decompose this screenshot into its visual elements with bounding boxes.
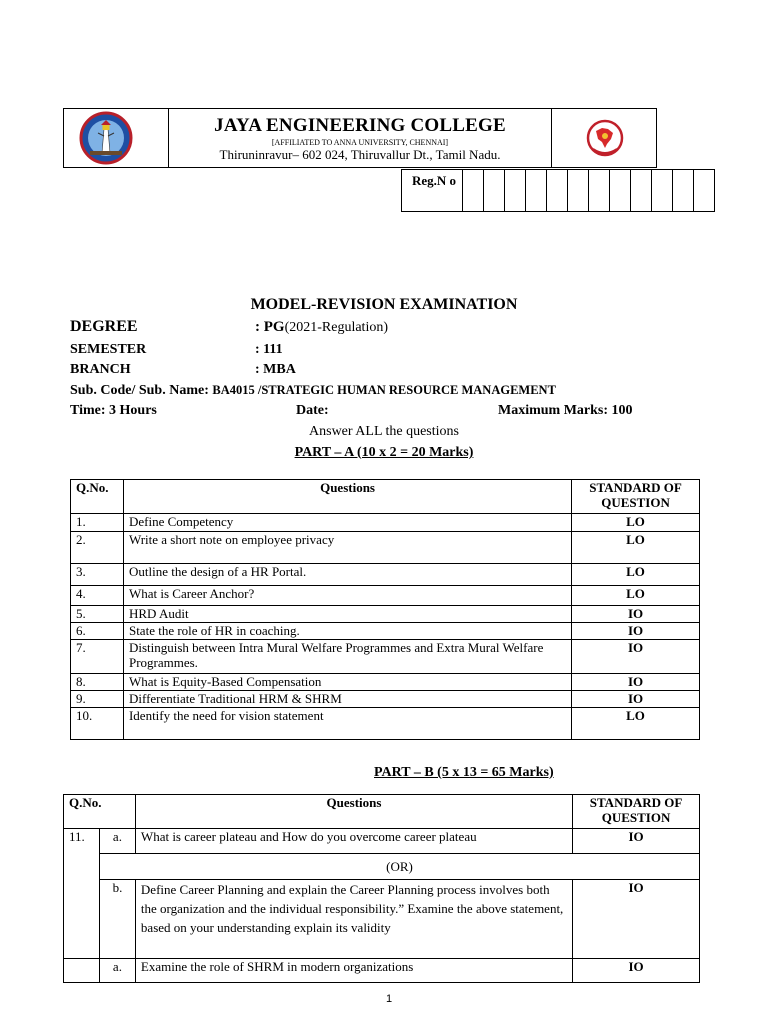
question-number: 2. xyxy=(71,532,124,564)
reg-no-box[interactable] xyxy=(631,170,652,212)
question-text: HRD Audit xyxy=(123,606,571,623)
table-row xyxy=(71,623,700,640)
question-text: What is Equity-Based Compensation xyxy=(123,674,571,691)
table-row xyxy=(71,708,700,740)
col-header-questions: Questions xyxy=(123,480,571,514)
exam-instruction: Answer ALL the questions xyxy=(309,424,459,439)
part-b-table xyxy=(63,794,700,983)
question-standard: LO xyxy=(572,532,700,564)
question-text: What is Career Anchor? xyxy=(123,586,571,606)
question-number: 7. xyxy=(71,640,124,674)
college-logo-cell xyxy=(64,109,169,167)
sub-question-label: a. xyxy=(99,829,135,854)
reg-no-grid xyxy=(401,169,715,212)
question-text: Define Career Planning and explain the Career Planning process involves both the organization and the individual responsibility.” Examine the above statement, based on your understanding explain its validity xyxy=(135,880,572,959)
reg-no-box[interactable] xyxy=(484,170,505,212)
reg-no-box[interactable] xyxy=(652,170,673,212)
degree-value xyxy=(255,319,388,336)
max-marks: Maximum Marks: 100 xyxy=(498,403,633,418)
reg-no-box[interactable] xyxy=(526,170,547,212)
question-text: State the role of HR in coaching. xyxy=(123,623,571,640)
exam-title: MODEL-REVISION EXAMINATION xyxy=(250,296,518,313)
exam-time: Time: 3 Hours xyxy=(70,403,157,418)
branch-value: : MBA xyxy=(255,362,296,377)
lighthouse-logo-icon xyxy=(64,109,169,167)
part-a-table xyxy=(70,479,700,740)
table-row xyxy=(71,532,700,564)
col-header-standard: STANDARD OF QUESTION xyxy=(572,480,700,514)
question-standard: IO xyxy=(572,674,700,691)
reg-no-box[interactable] xyxy=(505,170,526,212)
page-number: 1 xyxy=(385,993,393,1005)
reg-no-box[interactable] xyxy=(568,170,589,212)
question-number: 5. xyxy=(71,606,124,623)
question-number: 9. xyxy=(71,691,124,708)
table-row xyxy=(71,564,700,586)
table-row xyxy=(71,640,700,674)
subject-line xyxy=(70,383,556,399)
question-text: Outline the design of a HR Portal. xyxy=(123,564,571,586)
reg-no-box[interactable] xyxy=(589,170,610,212)
question-standard: LO xyxy=(572,586,700,606)
part-b-title: PART – B (5 x 13 = 65 Marks) xyxy=(374,765,554,780)
question-standard: LO xyxy=(572,514,700,532)
india-emblem-logo-icon xyxy=(552,109,657,167)
college-affiliation: [AFFILIATED TO ANNA UNIVERSITY, CHENNAI] xyxy=(271,138,449,147)
subject-label: Sub. Code/ Sub. Name: xyxy=(70,383,213,398)
question-number: 8. xyxy=(71,674,124,691)
degree-label: DEGREE xyxy=(70,318,138,335)
question-text: Define Competency xyxy=(123,514,571,532)
question-number: 6. xyxy=(71,623,124,640)
question-standard: IO xyxy=(572,640,700,674)
part-a-title: PART – A (10 x 2 = 20 Marks) xyxy=(294,445,474,460)
branch-label: BRANCH xyxy=(70,362,131,377)
degree-value-text: : PG xyxy=(255,319,285,335)
question-text: Examine the role of SHRM in modern organizations xyxy=(135,959,572,983)
table-row xyxy=(71,586,700,606)
or-separator: (OR) xyxy=(99,854,699,880)
question-number: 10. xyxy=(71,708,124,740)
question-standard: LO xyxy=(572,708,700,740)
question-standard: LO xyxy=(572,564,700,586)
col-header-questions: Questions xyxy=(135,795,572,829)
question-number: 1. xyxy=(71,514,124,532)
question-standard: IO xyxy=(572,691,700,708)
reg-no-box[interactable] xyxy=(463,170,484,212)
table-row xyxy=(71,606,700,623)
reg-no-box[interactable] xyxy=(694,170,715,212)
question-number: 11. xyxy=(64,829,100,959)
college-address: Thiruninravur– 602 024, Thiruvallur Dt., Tamil Nadu. xyxy=(219,147,501,162)
college-name: JAYA ENGINEERING COLLEGE xyxy=(214,115,506,136)
degree-regulation: (2021-Regulation) xyxy=(284,320,388,335)
table-row xyxy=(71,514,700,532)
question-number: 4. xyxy=(71,586,124,606)
sub-question-label: a. xyxy=(99,959,135,983)
question-text: Identify the need for vision statement xyxy=(123,708,571,740)
table-row xyxy=(71,691,700,708)
table-row xyxy=(64,959,700,983)
table-row xyxy=(64,829,700,854)
reg-no-label: Reg.N o xyxy=(402,170,463,212)
part-a-rows xyxy=(71,514,700,740)
reg-no-box[interactable] xyxy=(673,170,694,212)
question-standard: IO xyxy=(572,623,700,640)
sub-question-label: b. xyxy=(99,880,135,959)
table-row xyxy=(64,880,700,959)
question-standard: IO xyxy=(573,959,700,983)
college-header xyxy=(63,108,657,168)
college-info xyxy=(169,109,551,167)
col-header-standard: STANDARD OF QUESTION xyxy=(573,795,700,829)
question-text: Differentiate Traditional HRM & SHRM xyxy=(123,691,571,708)
reg-no-box[interactable] xyxy=(547,170,568,212)
reg-no-box[interactable] xyxy=(610,170,631,212)
question-text: What is career plateau and How do you overcome career plateau xyxy=(135,829,572,854)
col-header-qno: Q.No. xyxy=(64,795,136,829)
exam-date: Date: xyxy=(296,403,329,418)
question-text: Distinguish between Intra Mural Welfare Programmes and Extra Mural Welfare Programmes. xyxy=(123,640,571,674)
table-row xyxy=(64,854,700,880)
subject-value: BA4015 /STRATEGIC HUMAN RESOURCE MANAGEMENT xyxy=(212,383,556,397)
question-number-empty xyxy=(64,959,100,983)
semester-value: : 111 xyxy=(255,342,283,357)
semester-label: SEMESTER xyxy=(70,342,147,357)
table-row xyxy=(71,674,700,691)
question-standard: IO xyxy=(573,880,700,959)
question-text: Write a short note on employee privacy xyxy=(123,532,571,564)
col-header-qno: Q.No. xyxy=(71,480,124,514)
emblem-logo-cell xyxy=(551,109,656,167)
question-standard: IO xyxy=(573,829,700,854)
question-standard: IO xyxy=(572,606,700,623)
question-number: 3. xyxy=(71,564,124,586)
